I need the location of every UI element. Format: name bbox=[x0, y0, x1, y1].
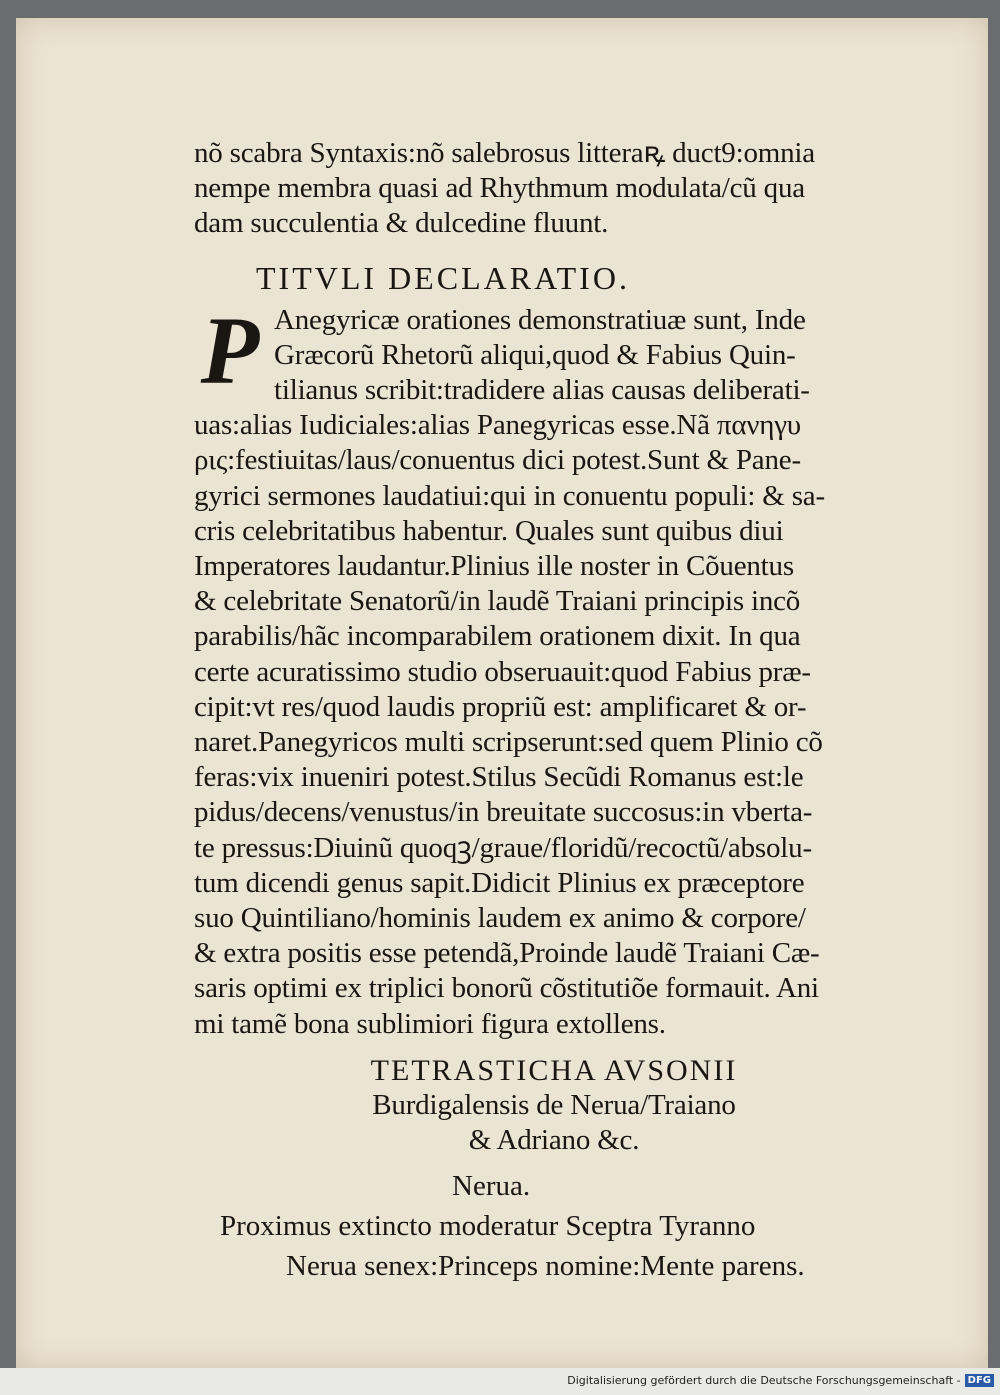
body-line: & celebritate Senatorũ/in laudẽ Traiani principis incõ bbox=[194, 585, 801, 618]
body-line: Anegyricæ orationes demonstratiuæ sunt, Inde bbox=[274, 303, 806, 336]
dfg-logo: DFG bbox=[965, 1374, 994, 1387]
body-line: tum dicendi genus sapit.Didicit Plinius ex præceptore bbox=[194, 866, 805, 899]
body-line: gyrici sermones laudatiui:qui in conuentu populi: & sa- bbox=[194, 479, 825, 512]
body-line: feras:vix inueniri potest.Stilus Secũdi Romanus est:le bbox=[194, 761, 804, 794]
intro-line: nõ scabra Syntaxis:nõ salebrosus litteraꝶ duct9:omnia bbox=[194, 137, 815, 169]
body-line: Imperatores laudantur.Plinius ille noster in Cõuentus bbox=[194, 550, 794, 583]
intro-line: nempe membra quasi ad Rhythmum modulata/cũ qua bbox=[194, 172, 805, 205]
body-line: cipit:vt res/quod laudis propriũ est: amplificaret & or- bbox=[194, 690, 807, 723]
drop-capital: P bbox=[200, 296, 260, 404]
body-line: parabilis/hãc incomparabilem orationem dixit. In qua bbox=[194, 620, 801, 653]
verse-line: Nerua senex:Princeps nomine:Mente parens. bbox=[286, 1250, 805, 1283]
verse-title: Nerua. bbox=[452, 1170, 531, 1203]
body-line: uas:alias Iudiciales:alias Panegyricas esse.Nã πανηγυ bbox=[194, 409, 801, 442]
tetrasticha-title: TETRASTICHA AVSONII bbox=[370, 1053, 738, 1087]
body-line: naret.Panegyricos multi scripserunt:sed quem Plinio cõ bbox=[194, 726, 823, 759]
body-line: tilianus scribit:tradidere alias causas deliberati- bbox=[274, 374, 810, 407]
verse-block bbox=[194, 1166, 914, 1286]
tetrasticha-heading bbox=[194, 1054, 914, 1158]
body-line: mi tamẽ bona sublimiori figura extollens. bbox=[194, 1007, 666, 1040]
body-line: suo Quintiliano/hominis laudem ex animo & corpore/ bbox=[194, 902, 806, 935]
intro-line: dam succulentia & dulcedine fluunt. bbox=[194, 207, 609, 240]
tetrasticha-subtitle: & Adriano &c. bbox=[468, 1124, 640, 1157]
page-text bbox=[194, 136, 914, 1286]
body-line: pidus/decens/venustus/in breuitate succosus:in vberta- bbox=[194, 796, 813, 829]
body-line: ρις:festiuitas/laus/conuentus dici potest.Sunt & Pane- bbox=[194, 444, 801, 477]
body-line: te pressus:Diuinũ quoqꝫ/graue/floridũ/recoctũ/absolu- bbox=[194, 831, 812, 864]
credit-text: Digitalisierung gefördert durch die Deutsche Forschungsgemeinschaft - bbox=[567, 1374, 961, 1387]
verse-line: Proximus extincto moderatur Sceptra Tyranno bbox=[220, 1210, 756, 1243]
body-line: & extra positis esse petendã,Proinde laudẽ Traiani Cæ- bbox=[194, 937, 820, 970]
digitization-credit bbox=[567, 1374, 994, 1387]
body-line: Græcorũ Rhetorũ aliqui,quod & Fabius Quin- bbox=[274, 338, 796, 371]
body-line: saris optimi ex triplici bonorũ cõstitutiõe formauit. Ani bbox=[194, 972, 819, 1005]
book-page bbox=[16, 18, 988, 1368]
tetrasticha-subtitle: Burdigalensis de Nerua/Traiano bbox=[372, 1088, 736, 1121]
body-line: certe acuratissimo studio obseruauit:quod Fabius præ- bbox=[194, 655, 811, 688]
intro-paragraph bbox=[194, 136, 914, 242]
section-heading: TITVLI DECLARATIO. bbox=[256, 259, 630, 296]
body-line: cris celebritatibus habentur. Quales sunt quibus diui bbox=[194, 514, 784, 547]
main-paragraph bbox=[194, 296, 914, 1042]
